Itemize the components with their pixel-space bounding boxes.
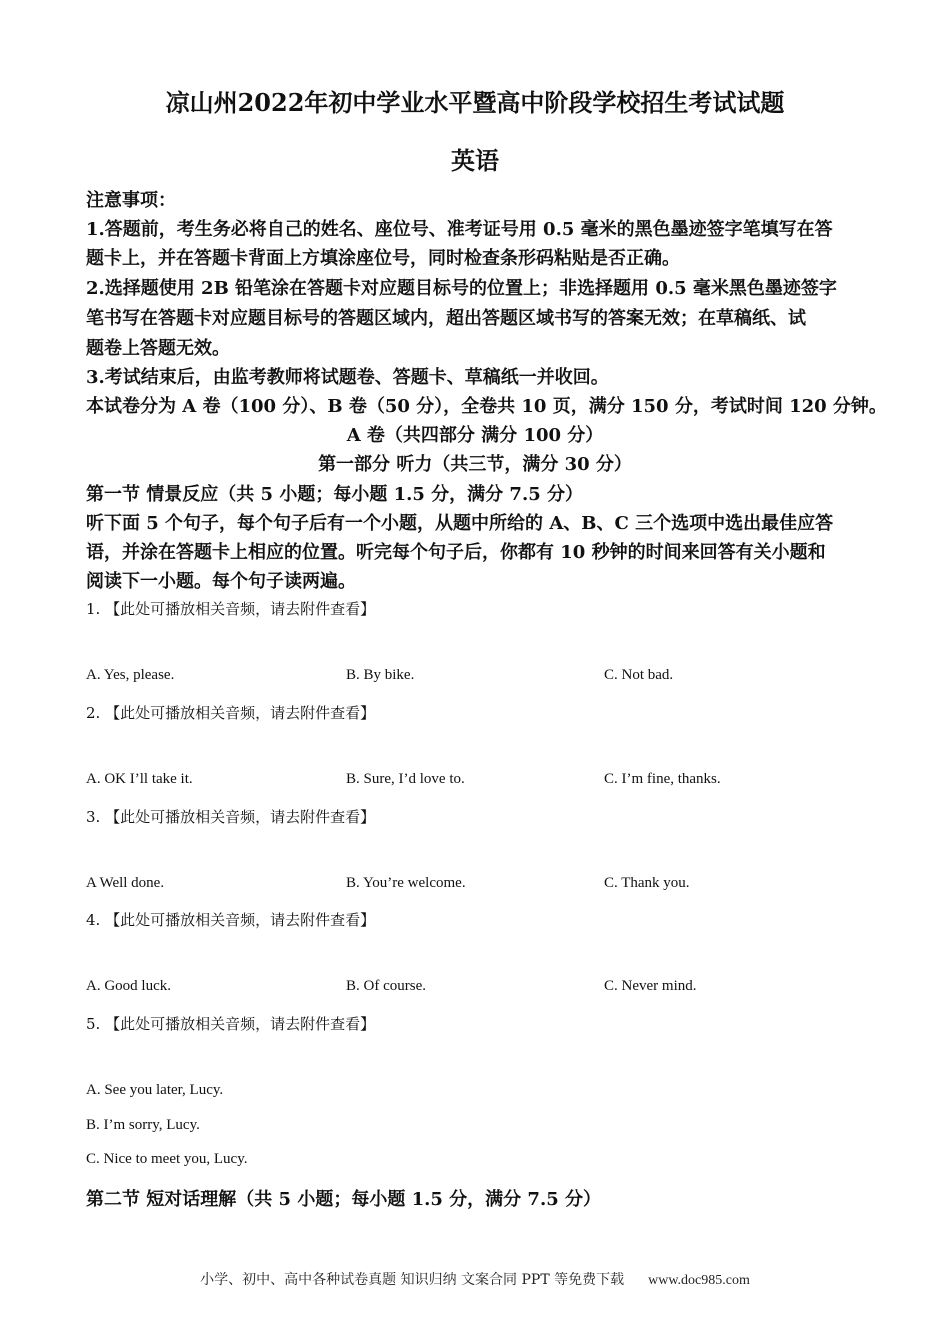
option-b: B. Of course. — [346, 978, 426, 994]
section1-instruction: 阅读下一小题。每个句子读两遍。 — [86, 571, 356, 592]
option-a: A. Good luck. — [86, 978, 171, 994]
notice-heading: 注意事项： — [86, 190, 176, 211]
option-c: C. I’m fine, thanks. — [604, 771, 721, 787]
section2-heading: 第二节 短对话理解（共 5 小题；每小题 1.5 分，满分 7.5 分） — [86, 1189, 602, 1210]
question-label: 1. 【此处可播放相关音频，请去附件查看】 — [86, 600, 376, 618]
section1-instruction: 听下面 5 个句子，每个句子后有一个小题，从题中所给的 A、B、C 三个选项中选出最佳应答 — [86, 513, 834, 534]
section1-instruction: 语，并涂在答题卡上相应的位置。听完每个句子后，你都有 10 秒钟的时间来回答有关小题和 — [86, 542, 826, 563]
option-b: B. Sure, I’d love to. — [346, 771, 465, 787]
section1-heading: 第一节 情景反应（共 5 小题；每小题 1.5 分，满分 7.5 分） — [86, 484, 584, 505]
option-a: A Well done. — [86, 875, 165, 891]
question-label: 5. 【此处可播放相关音频，请去附件查看】 — [86, 1015, 376, 1033]
option-a: A. OK I’ll take it. — [86, 771, 193, 787]
notice-line: 本试卷分为 A 卷（100 分）、B 卷（50 分），全卷共 10 页，满分 150 分，考试时间 120 分钟。 — [86, 396, 887, 417]
paper-a-heading: A 卷（共四部分 满分 100 分） — [346, 425, 604, 446]
notice-line: 笔书写在答题卡对应题目标号的答题区域内，超出答题区域书写的答案无效；在草稿纸、试 — [86, 308, 806, 329]
notice-line: 2.选择题使用 2B 铅笔涂在答题卡对应题目标号的位置上；非选择题用 0.5 毫米黑色墨迹签字 — [86, 278, 837, 299]
option-a: A. Yes, please. — [86, 667, 175, 683]
notice-line: 1.答题前，考生务必将自己的姓名、座位号、准考证号用 0.5 毫米的黑色墨迹签字笔填写在答 — [86, 219, 833, 240]
question-label: 2. 【此处可播放相关音频，请去附件查看】 — [86, 704, 376, 722]
option-c: C. Never mind. — [604, 978, 697, 994]
subject-title: 英语 — [451, 146, 499, 175]
option-c: C. Not bad. — [604, 667, 674, 683]
option-c: C. Nice to meet you, Lucy. — [86, 1151, 248, 1167]
option-b: B. By bike. — [346, 667, 415, 683]
option-c: C. Thank you. — [604, 875, 690, 891]
question-label: 3. 【此处可播放相关音频，请去附件查看】 — [86, 808, 376, 826]
exam-title: 凉山州2022年初中学业水平暨高中阶段学校招生考试试题 — [165, 88, 785, 117]
footer-url[interactable]: www.doc985.com — [648, 1273, 750, 1288]
option-a: A. See you later, Lucy. — [86, 1082, 224, 1098]
question-label: 4. 【此处可播放相关音频，请去附件查看】 — [86, 911, 376, 929]
footer — [0, 1269, 950, 1289]
footer-text: 小学、初中、高中各种试卷真题 知识归纳 文案合同 PPT 等免费下载 — [200, 1272, 625, 1288]
notice-line: 题卷上答题无效。 — [86, 338, 230, 359]
notice-line: 题卡上，并在答题卡背面上方填涂座位号，同时检查条形码粘贴是否正确。 — [86, 248, 680, 269]
option-b: B. You’re welcome. — [346, 875, 466, 891]
part1-heading: 第一部分 听力（共三节，满分 30 分） — [318, 454, 632, 475]
notice-line: 3.考试结束后，由监考教师将试题卷、答题卡、草稿纸一并收回。 — [86, 367, 609, 388]
option-b: B. I’m sorry, Lucy. — [86, 1117, 200, 1133]
